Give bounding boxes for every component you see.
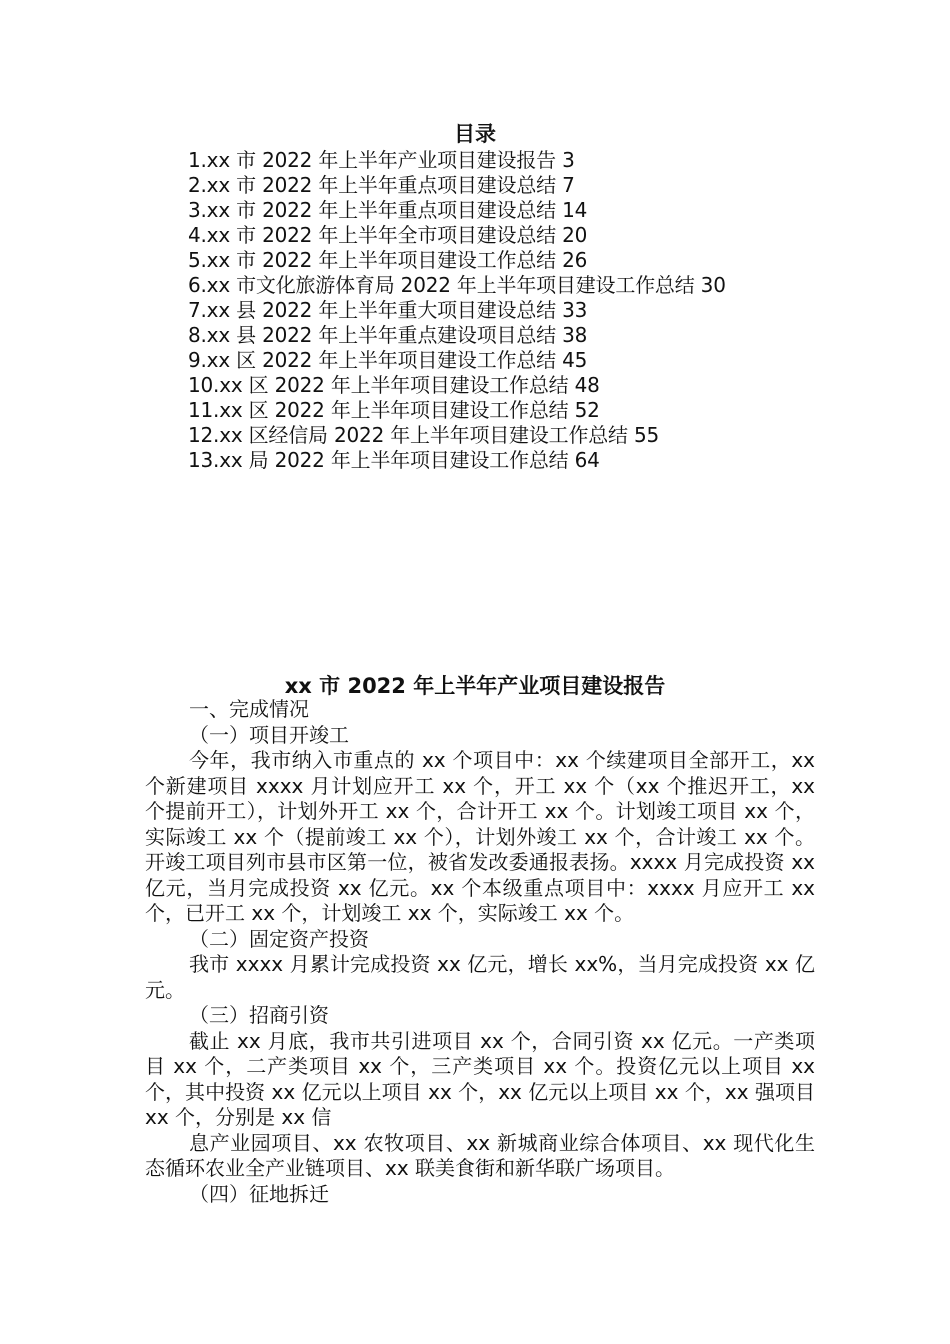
section-heading: 一、完成情况 (189, 697, 309, 721)
subsection-heading: （一）项目开竣工 (189, 722, 349, 747)
paragraph: 截止 xx 月底，我市共引进项目 xx 个，合同引资 xx 亿元。一产类项目 xx 个，二产类项目 xx 个，三产类项目 xx 个。投资亿元以上项目 xx 个，其中投资 xx 亿元以上项目 xx 个，xx 亿元以上项目 xx 个，xx 强项目 xx 个，分别是 xx 信 (145, 1028, 815, 1129)
paragraph: 今年，我市纳入市重点的 xx 个项目中：xx 个续建项目全部开工，xx 个新建项目 xxxx 月计划应开工 xx 个，开工 xx 个（xx 个推迟开工，xx 个提前开工），计划外开工 xx 个，合计开工 xx 个。计划竣工项目 xx 个，实际竣工 xx 个（提前竣工 xx 个），计划外竣工 xx 个，合计竣工 xx 个。开竣工项目列市县市区第一位，被省发改委通报表扬。xxxx 月完成投资 xx 亿元，当月完成投资 xx 亿元。xx 个本级重点项目中：xxxx 月应开工 xx 个，已开工 xx 个，计划竣工 xx 个，实际竣工 xx 个。 (145, 748, 815, 925)
paragraph: 我市 xxxx 月累计完成投资 xx 亿元，增长 xx%，当月完成投资 xx 亿元。 (145, 952, 815, 1002)
toc-item[interactable]: 5.xx 市 2022 年上半年项目建设工作总结 26 (188, 248, 588, 272)
report-title: xx 市 2022 年上半年产业项目建设报告 (284, 674, 666, 698)
toc-item[interactable]: 2.xx 市 2022 年上半年重点项目建设总结 7 (188, 173, 575, 197)
toc-item[interactable]: 3.xx 市 2022 年上半年重点项目建设总结 14 (188, 198, 588, 222)
toc-title: 目录 (454, 122, 496, 146)
toc-item[interactable]: 13.xx 局 2022 年上半年项目建设工作总结 64 (188, 448, 600, 472)
toc-list (188, 148, 888, 473)
paragraph: 息产业园项目、xx 农牧项目、xx 新城商业综合体项目、xx 现代化生态循环农业全产业链项目、xx 联美食街和新华联广场项目。 (145, 1130, 815, 1180)
toc-item[interactable]: 1.xx 市 2022 年上半年产业项目建设报告 3 (188, 148, 575, 172)
subsection-heading: （二）固定资产投资 (189, 926, 369, 951)
toc-item[interactable]: 9.xx 区 2022 年上半年项目建设工作总结 45 (188, 348, 588, 372)
toc-item[interactable]: 11.xx 区 2022 年上半年项目建设工作总结 52 (188, 398, 600, 422)
subsection-heading: （四）征地拆迁 (189, 1181, 329, 1206)
toc-item[interactable]: 12.xx 区经信局 2022 年上半年项目建设工作总结 55 (188, 423, 660, 447)
toc-item[interactable]: 7.xx 县 2022 年上半年重大项目建设总结 33 (188, 298, 588, 322)
toc-item[interactable]: 10.xx 区 2022 年上半年项目建设工作总结 48 (188, 373, 600, 397)
subsection-heading: （三）招商引资 (189, 1003, 329, 1027)
toc-item[interactable]: 4.xx 市 2022 年上半年全市项目建设总结 20 (188, 223, 588, 247)
toc-item[interactable]: 8.xx 县 2022 年上半年重点建设项目总结 38 (188, 323, 588, 347)
toc-item[interactable]: 6.xx 市文化旅游体育局 2022 年上半年项目建设工作总结 30 (188, 273, 726, 297)
report-body (145, 697, 815, 1207)
